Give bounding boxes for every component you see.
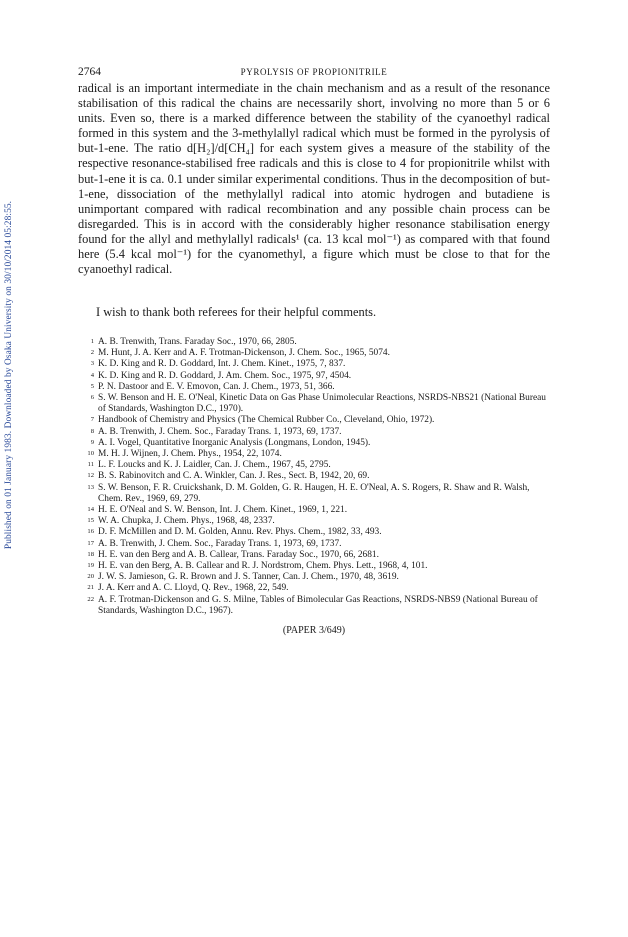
reference-item: [78, 572, 550, 583]
reference-number: 14: [87, 506, 94, 514]
reference-number: 13: [87, 483, 94, 491]
reference-item: [78, 561, 550, 572]
reference-item: [78, 337, 550, 348]
reference-number: 20: [87, 573, 94, 581]
reference-text: K. D. King and R. D. Goddard, Int. J. Chem. Kinet., 1975, 7, 837.: [98, 359, 346, 370]
reference-number: 10: [87, 450, 94, 458]
reference-item: [78, 483, 550, 505]
reference-number: 18: [87, 550, 94, 558]
body-paragraph: radical is an important intermediate in the chain mechanism and as a result of the resonance stabilisation of this radical the chains are necessarily short, involving no more than 5 or 6 units. Even so, there is a marked difference between the stability of the cyanoethyl radical formed in this system and the 3-methylallyl radical which must be formed in the pyrolysis of but-1-ene. The ratio d[H₂]/d[CH₄] for each system gives a measure of the stability of the respective resonance-stabilised free radicals and this is close to 4 for propionitrile whilst with but-1-ene it is ca. 0.1 under similar experimental conditions. Thus in the decomposition of but-1-ene, dissociation of the methylallyl radical into atomic hydrogen and butadiene is unimportant compared with radical recombination and any possible chain process can be disregarded. This is in accord with the considerably higher resonance stabilisation energy found for the allyl and methylallyl radicals¹ (ca. 13 kcal mol⁻¹) as compared with that found here (5.4 kcal mol⁻¹) for the cyanomethyl, a figure which must be close to that for the cyanoethyl radical.: [78, 81, 550, 277]
acknowledgement: I wish to thank both referees for their helpful comments.: [96, 305, 377, 319]
reference-number: 3: [90, 360, 94, 368]
reference-item: [78, 382, 550, 393]
reference-list: [78, 337, 550, 617]
reference-item: [78, 415, 550, 426]
reference-item: [78, 438, 550, 449]
reference-number: 5: [90, 382, 94, 390]
reference-text: J. W. S. Jamieson, G. R. Brown and J. S. Tanner, Can. J. Chem., 1970, 48, 3619.: [98, 572, 399, 583]
reference-number: 1: [90, 338, 94, 345]
reference-number: 15: [87, 517, 94, 525]
reference-number: 22: [87, 595, 94, 603]
reference-text: K. D. King and R. D. Goddard, J. Am. Chem. Soc., 1975, 97, 4504.: [98, 370, 352, 381]
reference-text: M. Hunt, J. A. Kerr and A. F. Trotman-Dickenson, J. Chem. Soc., 1965, 5074.: [98, 348, 390, 359]
page-number: 2764: [78, 66, 101, 78]
reference-item: [78, 348, 550, 359]
reference-item: [78, 471, 550, 482]
reference-item: [78, 359, 550, 370]
reference-item: [78, 595, 550, 617]
reference-text: A. B. Trenwith, Trans. Faraday Soc., 1970, 66, 2805.: [98, 337, 297, 347]
reference-item: [78, 516, 550, 527]
reference-item: [78, 539, 550, 550]
reference-item: [78, 393, 550, 415]
reference-text: A. B. Trenwith, J. Chem. Soc., Faraday Trans. 1, 1973, 69, 1737.: [98, 426, 342, 437]
page-header: [78, 66, 550, 80]
reference-text: H. E. O'Neal and S. W. Benson, Int. J. Chem. Kinet., 1969, 1, 221.: [98, 505, 348, 516]
reference-text: H. E. van den Berg and A. B. Callear, Trans. Faraday Soc., 1970, 66, 2681.: [98, 549, 379, 560]
running-title: PYROLYSIS OF PROPIONITRILE: [240, 67, 388, 77]
reference-text: A. I. Vogel, Quantitative Inorganic Analysis (Longmans, London, 1945).: [98, 437, 371, 448]
download-watermark: [2, 180, 16, 570]
reference-text: A. F. Trotman-Dickenson and G. S. Milne, Tables of Bimolecular Gas Reactions, NSRDS-NBS9 (National Bureau of Standards, Washington D.C., 1967).: [98, 594, 538, 616]
reference-text: S. W. Benson, F. R. Cruickshank, D. M. Golden, G. R. Haugen, H. E. O'Neal, A. S. Rogers, R. Shaw and R. Walsh, Chem. Rev., 1969, 69, 279.: [98, 482, 530, 504]
paper-identifier: (PAPER 3/649): [282, 625, 346, 636]
reference-item: [78, 427, 550, 438]
reference-text: P. N. Dastoor and E. V. Emovon, Can. J. Chem., 1973, 51, 366.: [98, 381, 335, 392]
download-watermark-text: Published on 01 January 1983. Downloaded by Osaka University on 30/10/2014 05:28:55.: [4, 200, 14, 550]
reference-text: H. E. van den Berg, A. B. Callear and R. J. Nordstrom, Chem. Phys. Lett., 1968, 4, 101.: [98, 561, 428, 572]
reference-item: [78, 371, 550, 382]
reference-item: [78, 550, 550, 561]
reference-text: D. F. McMillen and D. M. Golden, Annu. Rev. Phys. Chem., 1982, 33, 493.: [98, 527, 382, 538]
reference-number: 17: [87, 539, 94, 547]
reference-text: W. A. Chupka, J. Chem. Phys., 1968, 48, 2337.: [98, 516, 275, 527]
reference-text: L. F. Loucks and K. J. Laidler, Can. J. Chem., 1967, 45, 2795.: [98, 460, 331, 471]
reference-item: [78, 583, 550, 594]
reference-number: 12: [87, 472, 94, 480]
reference-number: 9: [90, 438, 94, 446]
reference-text: Handbook of Chemistry and Physics (The Chemical Rubber Co., Cleveland, Ohio, 1972).: [98, 415, 435, 426]
reference-text: A. B. Trenwith, J. Chem. Soc., Faraday Trans. 1, 1973, 69, 1737.: [98, 538, 342, 549]
reference-text: B. S. Rabinovitch and C. A. Winkler, Can. J. Res., Sect. B, 1942, 20, 69.: [98, 471, 370, 482]
reference-item: [78, 505, 550, 516]
reference-number: 8: [90, 427, 94, 435]
reference-number: 16: [87, 528, 94, 536]
reference-text: M. H. J. Wijnen, J. Chem. Phys., 1954, 22, 1074.: [98, 449, 282, 460]
reference-text: J. A. Kerr and A. C. Lloyd, Q. Rev., 1968, 22, 549.: [98, 583, 289, 594]
reference-number: 19: [87, 562, 94, 570]
reference-item: [78, 460, 550, 471]
reference-number: 7: [90, 416, 94, 424]
reference-number: 21: [87, 584, 94, 592]
reference-item: [78, 449, 550, 460]
reference-number: 2: [90, 349, 94, 357]
reference-number: 11: [87, 461, 94, 469]
reference-text: S. W. Benson and H. E. O'Neal, Kinetic Data on Gas Phase Unimolecular Reactions, NSRDS-NBS21 (National Bureau of Standards, Washington D.C., 1970).: [98, 393, 546, 415]
reference-number: 6: [90, 394, 94, 402]
reference-item: [78, 527, 550, 538]
reference-number: 4: [90, 371, 94, 379]
